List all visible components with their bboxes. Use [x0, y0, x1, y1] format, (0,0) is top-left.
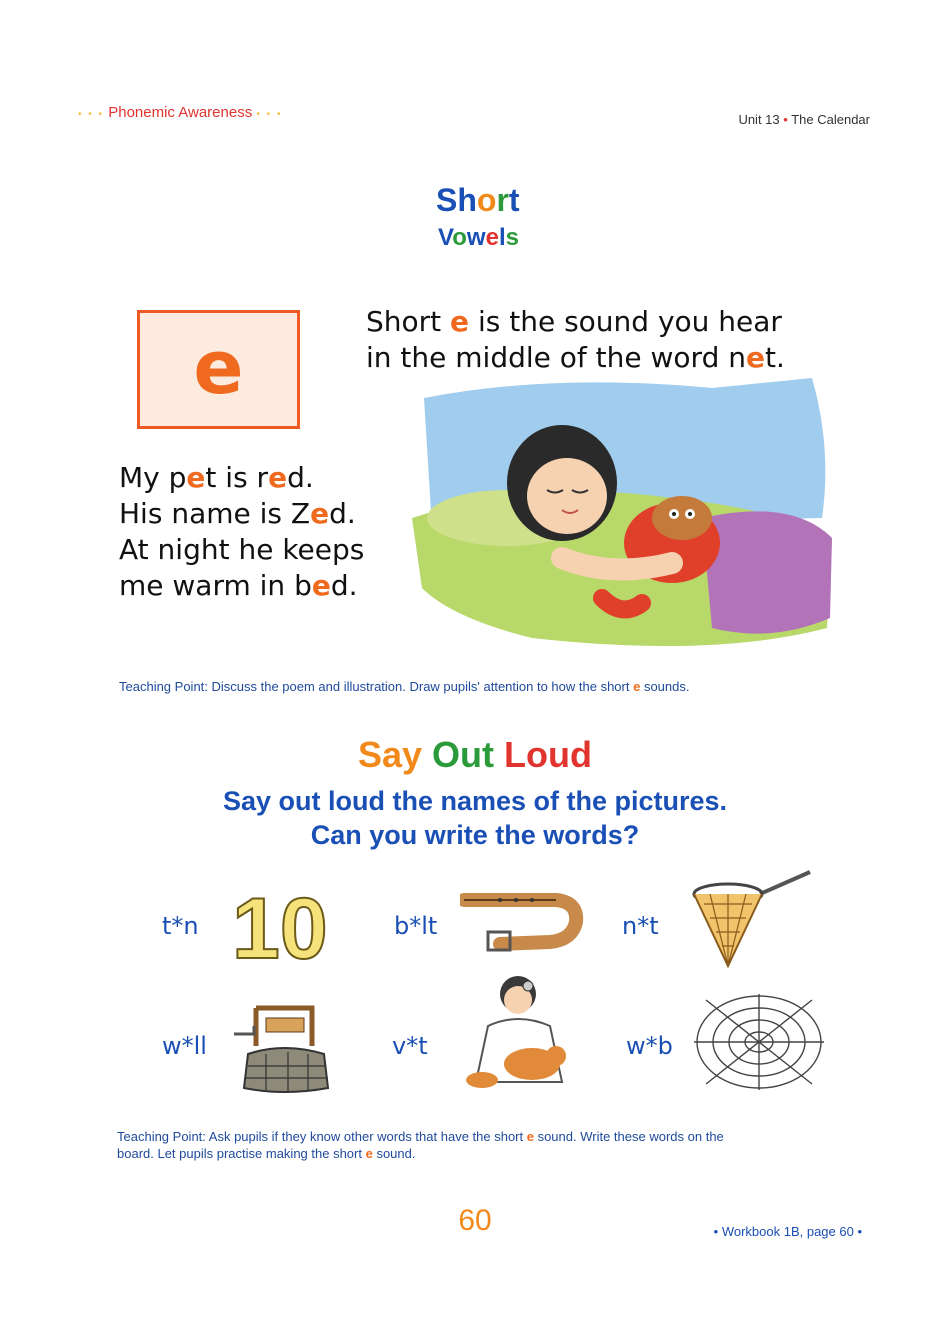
net-picture: [690, 866, 814, 970]
teaching-point-2: Teaching Point: Ask pupils if they know other words that have the short e sound. Write these words on the board. Let pupils practise making the short e sound.: [117, 1129, 724, 1161]
say-out-loud-instructions: Say out loud the names of the pictures. Can you write the words?: [222, 786, 728, 850]
say-out-loud-title: Say Out Loud: [357, 734, 593, 775]
page-number: 60: [458, 1204, 492, 1237]
word-net: n*t: [622, 912, 659, 940]
belt-picture: [460, 888, 584, 954]
teaching-point-1: Teaching Point: Discuss the poem and illustration. Draw pupils' attention to how the short e sounds.: [119, 679, 690, 694]
unit-label: Unit 13: [738, 112, 780, 127]
word-belt: b*lt: [394, 912, 438, 940]
ten-number-picture: [228, 880, 328, 970]
section-header: [78, 104, 282, 121]
word-ten: t*n: [162, 912, 199, 940]
well-picture: [232, 996, 338, 1096]
title-vowels: Vowels: [438, 224, 519, 251]
svg-text:10: 10: [232, 881, 328, 970]
spider-web-picture: [690, 990, 828, 1094]
decorative-dots-left: • • •: [78, 109, 105, 120]
letter-box: [137, 310, 300, 429]
poem: My pet is red. His name is Zed. At night he keeps me warm in bed.: [119, 461, 365, 602]
word-vet: v*t: [392, 1032, 428, 1060]
word-well: w*ll: [162, 1032, 207, 1060]
section-title: Phonemic Awareness: [108, 104, 253, 121]
word-web: w*b: [626, 1032, 673, 1060]
unit-header: [738, 112, 870, 127]
intro-text: Short e is the sound you hear in the middle of the word net.: [366, 305, 785, 374]
vet-picture: [462, 972, 584, 1096]
title-short: Short: [436, 182, 520, 218]
decorative-dots-right: • • •: [256, 109, 283, 120]
vowel-letter: e: [193, 325, 244, 411]
workbook-reference: • Workbook 1B, page 60 •: [713, 1224, 862, 1239]
unit-separator: •: [783, 112, 788, 127]
sleeping-girl-illustration: [412, 368, 836, 658]
unit-topic: The Calendar: [791, 112, 870, 127]
